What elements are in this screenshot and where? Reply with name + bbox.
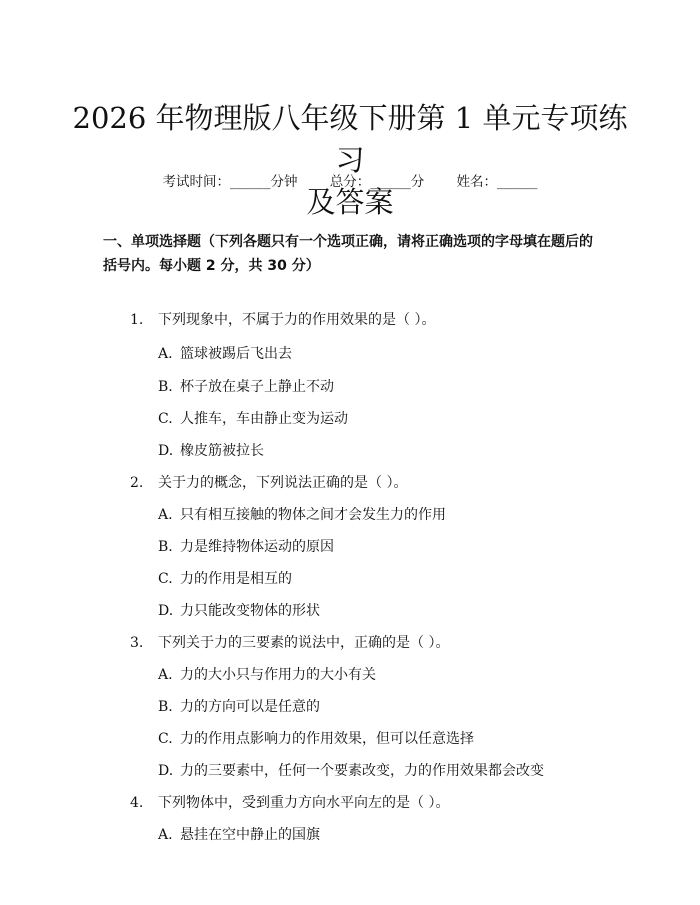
question-4 bbox=[130, 792, 449, 812]
page-title bbox=[60, 97, 640, 223]
option-2b bbox=[158, 536, 334, 556]
option-text: 力是维持物体运动的原因 bbox=[180, 539, 334, 555]
option-letter: C. bbox=[158, 571, 173, 587]
question-number: 3. bbox=[130, 635, 144, 651]
question-3 bbox=[130, 632, 449, 652]
option-3b bbox=[158, 696, 320, 716]
title-line-1: 2026 年物理版八年级下册第 1 单元专项练习 bbox=[72, 101, 628, 178]
option-4a bbox=[158, 824, 320, 844]
option-letter: A. bbox=[158, 507, 173, 523]
option-3d bbox=[158, 760, 544, 780]
option-text: 只有相互接触的物体之间才会发生力的作用 bbox=[180, 507, 446, 523]
option-letter: B. bbox=[158, 379, 173, 395]
option-letter: A. bbox=[158, 667, 173, 683]
option-1c bbox=[158, 408, 348, 428]
title-line-2: 及答案 bbox=[306, 185, 394, 220]
option-text: 力只能改变物体的形状 bbox=[180, 603, 320, 619]
question-text: 关于力的概念，下列说法正确的是（ ）。 bbox=[158, 475, 408, 491]
option-text: 杯子放在桌子上静止不动 bbox=[180, 379, 334, 395]
exam-time: 考试时间：______分钟 bbox=[162, 174, 298, 190]
option-text: 人推车，车由静止变为运动 bbox=[180, 411, 348, 427]
question-1 bbox=[130, 309, 435, 329]
option-text: 悬挂在空中静止的国旗 bbox=[180, 827, 320, 843]
question-number: 4. bbox=[130, 795, 144, 811]
option-2c bbox=[158, 568, 292, 588]
question-text: 下列物体中，受到重力方向水平向左的是（ ）。 bbox=[158, 795, 450, 811]
option-letter: D. bbox=[158, 763, 174, 779]
question-2 bbox=[130, 472, 407, 492]
option-text: 力的作用是相互的 bbox=[180, 571, 292, 587]
question-text: 下列现象中，不属于力的作用效果的是（ ）。 bbox=[158, 312, 436, 328]
option-letter: B. bbox=[158, 539, 173, 555]
exam-info bbox=[0, 170, 700, 190]
option-text: 篮球被踢后飞出去 bbox=[180, 346, 292, 362]
option-text: 力的三要素中，任何一个要素改变，力的作用效果都会改变 bbox=[180, 763, 544, 779]
question-number: 1. bbox=[130, 312, 144, 328]
student-name: 姓名：______ bbox=[456, 174, 538, 190]
question-number: 2. bbox=[130, 475, 144, 491]
option-2d bbox=[158, 600, 320, 620]
option-text: 力的大小只与作用力的大小有关 bbox=[180, 667, 376, 683]
option-letter: D. bbox=[158, 603, 174, 619]
option-1a bbox=[158, 343, 292, 363]
option-letter: A. bbox=[158, 827, 173, 843]
question-text: 下列关于力的三要素的说法中，正确的是（ ）。 bbox=[158, 635, 450, 651]
option-letter: D. bbox=[158, 443, 174, 459]
option-text: 力的方向可以是任意的 bbox=[180, 699, 320, 715]
option-3c bbox=[158, 728, 474, 748]
option-letter: B. bbox=[158, 699, 173, 715]
section-heading: 一、单项选择题（下列各题只有一个选项正确，请将正确选项的字母填在题后的括号内。每小题 2 分，共 30 分） bbox=[103, 234, 593, 274]
option-text: 力的作用点影响力的作用效果，但可以任意选择 bbox=[180, 731, 474, 747]
option-letter: C. bbox=[158, 411, 173, 427]
option-1d bbox=[158, 440, 264, 460]
option-letter: C. bbox=[158, 731, 173, 747]
option-1b bbox=[158, 376, 334, 396]
option-2a bbox=[158, 504, 446, 524]
option-text: 橡皮筋被拉长 bbox=[180, 443, 264, 459]
option-letter: A. bbox=[158, 346, 173, 362]
option-3a bbox=[158, 664, 376, 684]
total-score: 总分：______分 bbox=[329, 174, 425, 190]
